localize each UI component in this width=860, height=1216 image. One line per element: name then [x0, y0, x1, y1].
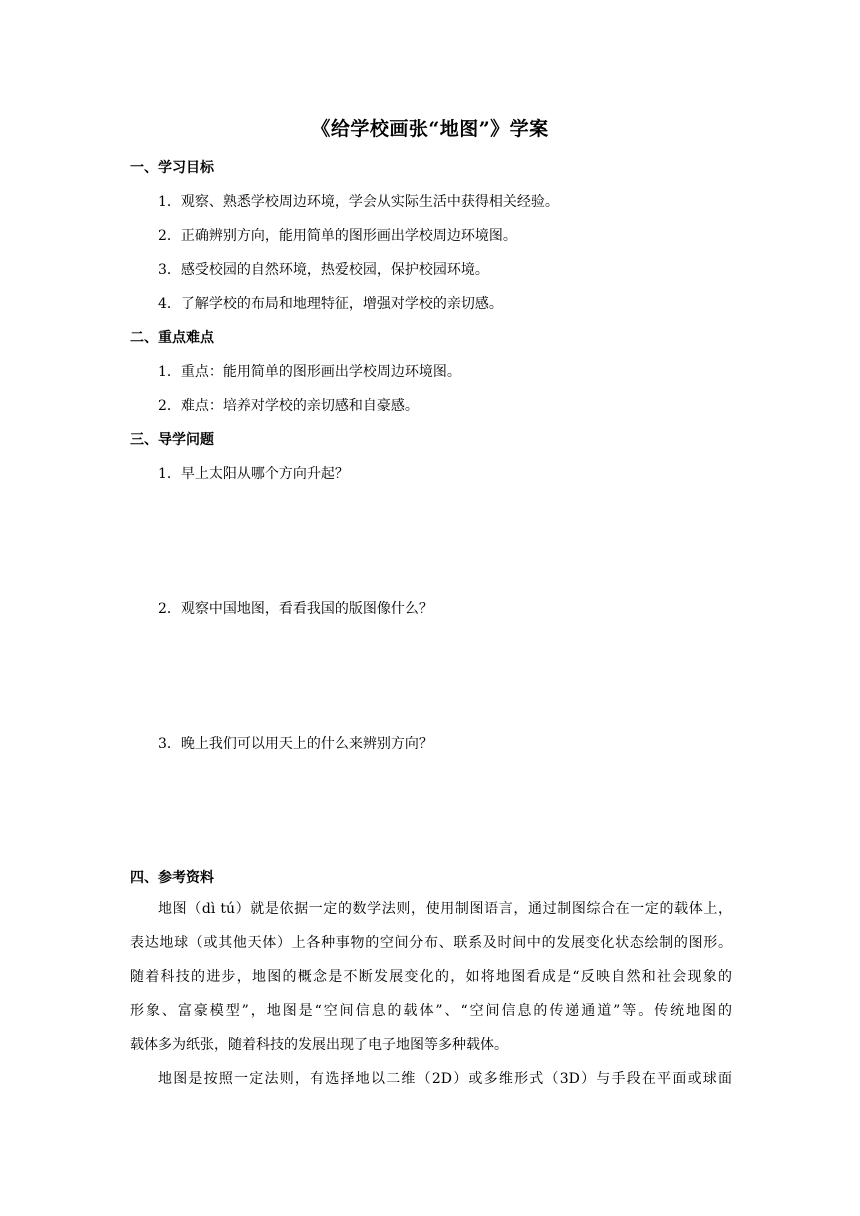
key-point-item: 2．难点：培养对学校的亲切感和自豪感。	[158, 398, 419, 414]
key-point-item: 1．重点：能用简单的图形画出学校周边环境图。	[158, 364, 461, 380]
section-heading-key-points: 二、重点难点	[130, 330, 214, 346]
paragraph-line: 表达地球（或其他天体）上各种事物的空间分布、联系及时间中的发展变化状态绘制的图形。	[130, 935, 732, 951]
reference-paragraph	[130, 1062, 732, 1096]
paragraph-line: 随着科技的进步，地图的概念是不断发展变化的，如将地图看成是“反映自然和社会现象的	[130, 969, 732, 985]
paragraph-line: 载体多为纸张，随着科技的发展出现了电子地图等多种载体。	[130, 1037, 508, 1053]
question-item: 2．观察中国地图，看看我国的版图像什么？	[158, 601, 433, 617]
question-item: 1．早上太阳从哪个方向升起？	[158, 466, 349, 482]
document-title: 《给学校画张“地图”》学案	[311, 118, 549, 140]
reference-paragraph	[130, 892, 732, 1062]
question-item: 3．晚上我们可以用天上的什么来辨别方向？	[158, 736, 433, 752]
section-heading-objectives: 一、学习目标	[130, 160, 214, 176]
paragraph-line: 地图是按照一定法则，有选择地以二维（2D）或多维形式（3D）与手段在平面或球面	[158, 1071, 732, 1087]
paragraph-line: 地图（dì tú）就是依据一定的数学法则，使用制图语言，通过制图综合在一定的载体上，	[158, 901, 732, 917]
section-heading-references: 四、参考资料	[130, 870, 214, 886]
objective-item: 1．观察、熟悉学校周边环境，学会从实际生活中获得相关经验。	[158, 194, 559, 210]
section-heading-guiding-questions: 三、导学问题	[130, 432, 214, 448]
objective-item: 4．了解学校的布局和地理特征，增强对学校的亲切感。	[158, 296, 503, 312]
paragraph-line: 形象、富豪模型”，地图是“空间信息的载体”、“空间信息的传递通道”等。传统地图的	[130, 1003, 732, 1019]
objective-item: 3．感受校园的自然环境，热爱校园，保护校园环境。	[158, 262, 489, 278]
objective-item: 2．正确辨别方向，能用简单的图形画出学校周边环境图。	[158, 228, 517, 244]
